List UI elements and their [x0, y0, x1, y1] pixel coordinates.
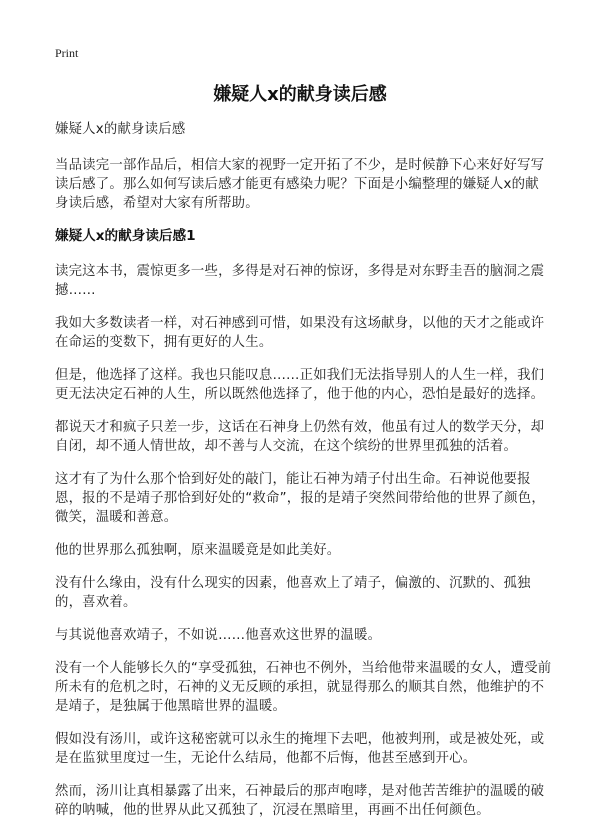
intro-paragraph: 当品读完一部作品后，相信大家的视野一定开拓了不少，是时候静下心来好好写写读后感了。那么如何写读后感才能更有感染力呢？下面是小编整理的嫌疑人x的献身读后感，希望对大家有所帮助。 [55, 158, 545, 211]
article-subtitle: 嫌疑人x的献身读后感 [55, 122, 186, 137]
body-paragraph: 假如没有汤川，或许这秘密就可以永生的掩埋下去吧，他被判刑，或是被处死，或是在监狱里度过一生，无论什么结局，他都不后悔，他甚至感到开心。 [55, 732, 545, 766]
body-paragraph: 他的世界那么孤独啊，原来温暖竟是如此美好。 [55, 543, 341, 558]
body-paragraph: 但是，他选择了这样。我也只能叹息……正如我们无法指导别人的人生一样，我们更无法决定石神的人生，所以既然他选择了，他于他的内心，恐怕是最好的选择。 [55, 368, 545, 402]
body-paragraph: 都说天才和疯子只差一步，这话在石神身上仍然有效，他虽有过人的数学天分，却自闭，却不通人情世故，却不善与人交流，在这个缤纷的世界里孤独的活着。 [55, 420, 545, 454]
body-paragraph: 没有什么缘由，没有什么现实的因素，他喜欢上了靖子，偏激的、沉默的、孤独的，喜欢着。 [55, 576, 531, 610]
print-link[interactable]: Print [55, 46, 79, 60]
body-paragraph: 读完这本书，震惊更多一些，多得是对石神的惊讶，多得是对东野圭吾的脑洞之震撼…… [55, 264, 545, 298]
body-paragraph: 与其说他喜欢靖子，不如说……他喜欢这世界的温暖。 [55, 628, 382, 643]
body-paragraph: 然而，汤川让真相暴露了出来，石神最后的那声咆哮，是对他苦苦维护的温暖的破碎的呐喊，他的世界从此又孤独了，沉浸在黑暗里，再画不出任何颜色。 [55, 784, 545, 818]
article-body [55, 120, 552, 834]
body-paragraph: 没有一个人能够长久的“享受孤独，石神也不例外，当给他带来温暖的女人，遭受前所未有的危机之时，石神的义无反顾的承担，就显得那么的顺其自然，他维护的不是靖子，是独属于他黑暗世界的温暖。 [55, 661, 552, 714]
body-paragraph: 这才有了为什么那个恰到好处的敲门，能让石神为靖子付出生命。石神说他要报恩，报的不是靖子那恰到好处的“救命”，报的是靖子突然间带给他的世界了颜色，微笑，温暖和善意。 [55, 472, 545, 525]
body-paragraph: 我如大多数读者一样，对石神感到可惜，如果没有这场献身，以他的天才之能或许在命运的变数下，拥有更好的人生。 [55, 316, 545, 350]
section-heading: 嫌疑人x的献身读后感1 [55, 228, 196, 244]
page-title: 嫌疑人x的献身读后感 [213, 84, 387, 105]
